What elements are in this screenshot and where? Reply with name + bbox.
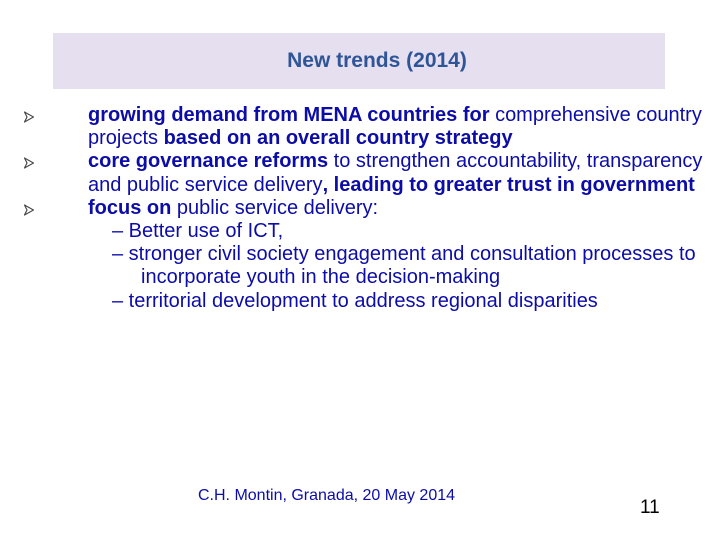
footer-text: C.H. Montin, Granada, 20 May 2014 (198, 487, 456, 504)
bullet-text: to strengthen accountability, transparency and public service delivery (88, 150, 703, 196)
bullet-text-bold: core governance reforms (88, 150, 329, 173)
bullet-item (88, 104, 708, 150)
bullet-text-bold: growing demand from MENA countries for (88, 104, 490, 126)
bullet-text-bold: based on an overall country strategy (163, 127, 513, 150)
sub-item: – Better use of ICT, (112, 220, 284, 243)
page-number: 11 (640, 497, 660, 518)
bullet-text-bold: focus on (88, 196, 172, 219)
bullet-text-bold: , leading to greater trust in government (322, 173, 695, 196)
bullet-list (88, 104, 708, 313)
title-bar (53, 33, 665, 89)
sub-item: – stronger civil society engagement and consultation processes to incorporate youth in the decision-making (112, 243, 696, 289)
bullet-text: comprehensive country projects (88, 104, 702, 150)
bullet-item (88, 197, 708, 220)
bullet-text: public service delivery: (176, 196, 379, 219)
arrow-bullet-icon (23, 157, 35, 169)
arrow-bullet-icon (23, 111, 35, 123)
bullet-item (88, 150, 708, 196)
arrow-bullet-icon (23, 204, 35, 216)
sub-item: – territorial development to address regional disparities (112, 289, 598, 312)
slide-title: New trends (2014) (287, 49, 467, 72)
